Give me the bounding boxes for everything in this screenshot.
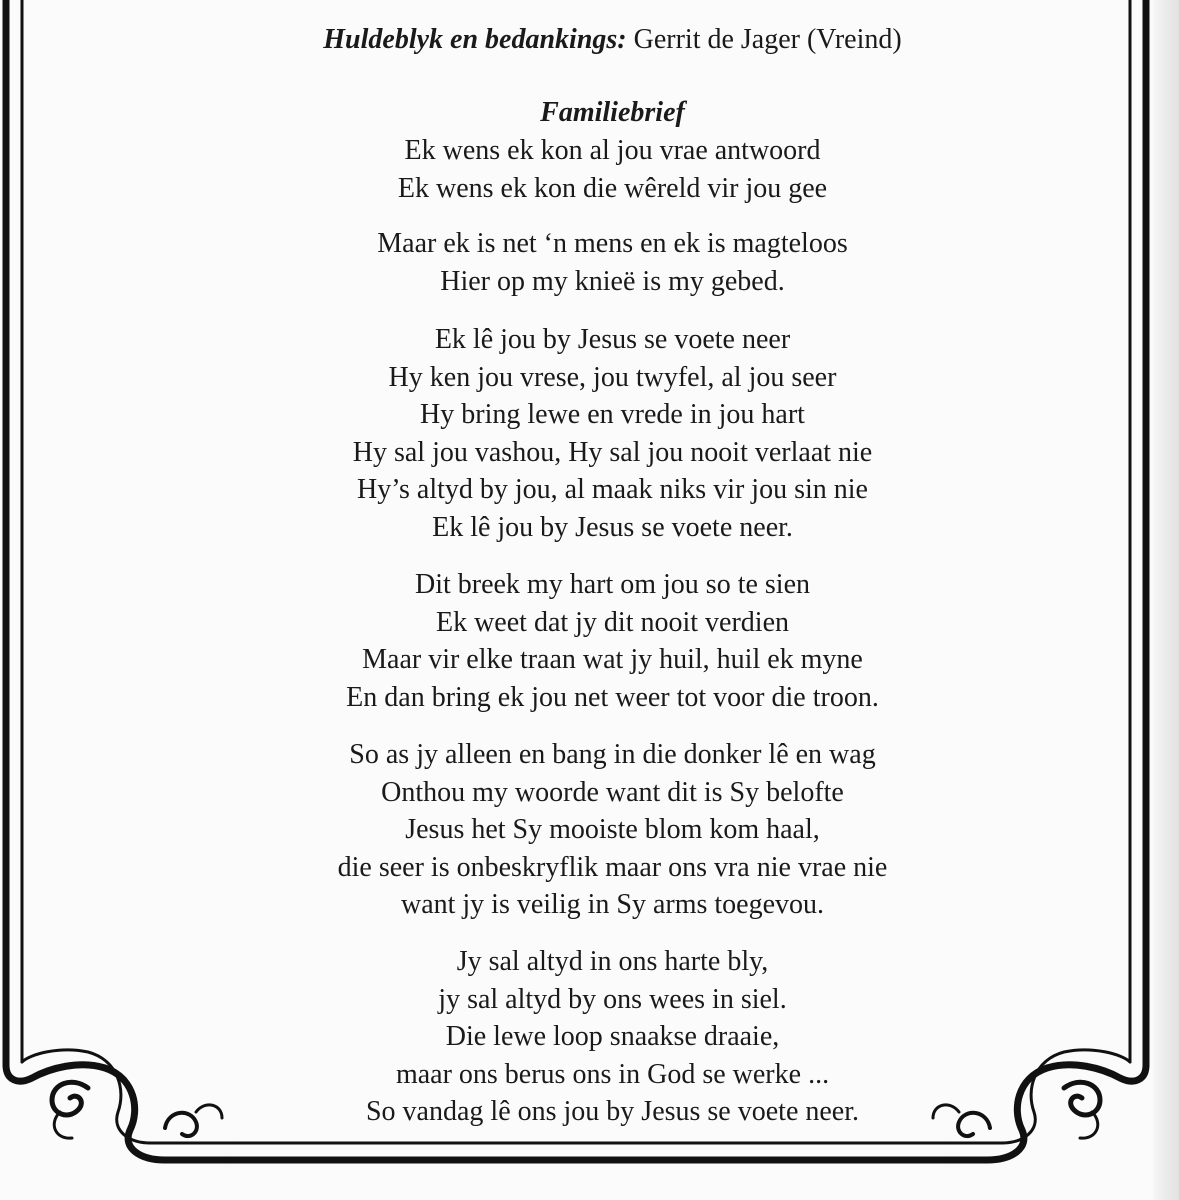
poem-line: Onthou my woorde want dit is Sy belofte xyxy=(381,776,844,808)
stanza-4 xyxy=(170,566,1055,716)
poem-line: Hy’s altyd by jou, al maak niks vir jou sin nie xyxy=(357,474,868,505)
poem-line: Maar vir elke traan wat jy huil, huil ek myne xyxy=(362,644,863,675)
stanza-3 xyxy=(170,321,1055,546)
poem-line: Dit breek my hart om jou so te sien xyxy=(414,569,811,600)
poem-line: Jy sal altyd in ons harte bly, xyxy=(456,946,769,977)
poem-line: Ek lê jou by Jesus se voete neer xyxy=(434,324,791,355)
poem-line: Maar ek is net ‘n mens en ek is magteloos xyxy=(377,228,848,259)
stanza-2 xyxy=(170,225,1055,300)
poem-line: Ek wens ek kon al jou vrae antwoord xyxy=(404,135,821,166)
poem-line: Ek weet dat jy dit nooit verdien xyxy=(435,606,790,638)
tribute-label: Huldeblyk en bedankings: xyxy=(323,24,627,55)
poem-line: Hier op my knieë is my gebed. xyxy=(440,265,785,297)
stanza-6 xyxy=(170,943,1055,1131)
tribute-author: Gerrit de Jager (Vreind) xyxy=(633,24,902,55)
poem-line: So vandag lê ons jou by Jesus se voete neer. xyxy=(365,1096,860,1127)
poem-title: Familiebrief xyxy=(540,97,685,128)
poem-line: want jy is veilig in Sy arms toegevou. xyxy=(400,889,825,920)
poem-line: Hy sal jou vashou, Hy sal jou nooit verlaat nie xyxy=(352,436,873,468)
stanza-5 xyxy=(170,736,1055,924)
poem-line: Die lewe loop snaakse draaie, xyxy=(445,1021,780,1052)
poem-line: Ek lê jou by Jesus se voete neer. xyxy=(432,511,793,543)
stanza-1 xyxy=(170,132,1055,207)
poem-line: En dan bring ek jou net weer tot voor die troon. xyxy=(346,681,879,713)
poem-line: Jesus het Sy mooiste blom kom haal, xyxy=(405,814,820,845)
poem-line: die seer is onbeskryflik maar ons vra nie vrae nie xyxy=(337,851,888,883)
poem-line: jy sal altyd by ons wees in siel. xyxy=(438,983,787,1015)
poem-line: maar ons berus ons in God se werke ... xyxy=(395,1058,830,1090)
tribute-header xyxy=(170,22,1055,58)
poem-line: So as jy alleen en bang in die donker lê en wag xyxy=(349,739,876,770)
poem-line: Hy ken jou vrese, jou twyfel, al jou seer xyxy=(388,361,837,393)
poem-line: Ek wens ek kon die wêreld vir jou gee xyxy=(397,172,828,204)
poem-line: Hy bring lewe en vrede in jou hart xyxy=(420,399,805,430)
